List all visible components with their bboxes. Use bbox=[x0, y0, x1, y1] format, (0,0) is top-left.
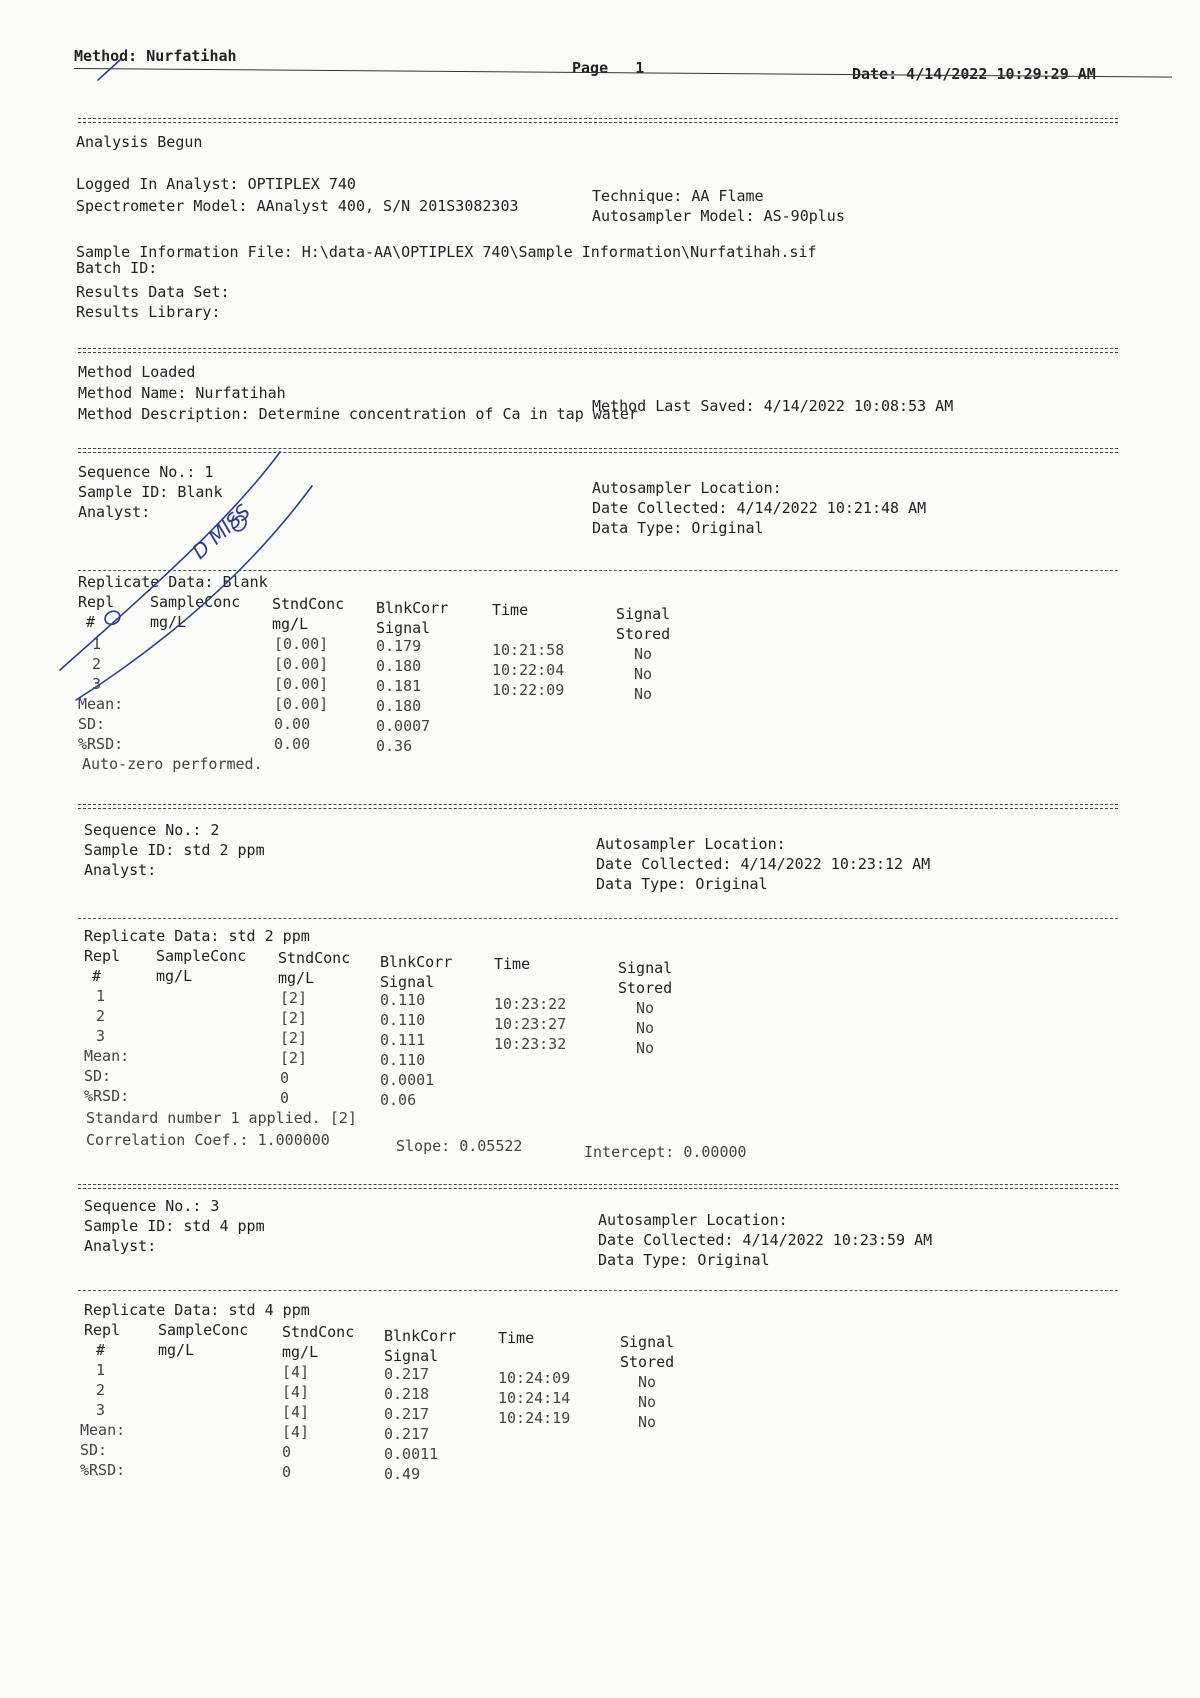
row-stored: No bbox=[638, 1373, 657, 1391]
row-time: 10:22:04 bbox=[492, 661, 565, 679]
row-signal: 0.181 bbox=[376, 677, 422, 695]
sample-info-file: Sample Information File: H:\data-AA\OPTIPLEX 740\Sample Information\Nurfatihah.sif bbox=[76, 243, 817, 261]
spectrometer-model: Spectrometer Model: AAnalyst 400, S/N 201S3082303 bbox=[76, 197, 519, 215]
header-method: Method: Nurfatihah bbox=[74, 47, 237, 65]
col-stndconc: StndConc bbox=[282, 1323, 355, 1341]
sample-id: Sample ID: std 4 ppm bbox=[84, 1217, 265, 1235]
row-stndconc: [2] bbox=[280, 1009, 308, 1027]
col-sampleconc-unit: mg/L bbox=[150, 613, 187, 631]
row-num: 3 bbox=[92, 675, 102, 693]
col-stndconc: StndConc bbox=[272, 595, 345, 613]
mean-label: Mean: bbox=[84, 1047, 130, 1065]
sd-stndconc: 0 bbox=[280, 1069, 290, 1087]
row-num: 3 bbox=[96, 1401, 106, 1419]
col-signal: Signal bbox=[618, 959, 673, 977]
batch-id: Batch ID: bbox=[76, 259, 158, 277]
row-time: 10:23:22 bbox=[494, 995, 567, 1013]
col-blnkcorr: BlnkCorr bbox=[380, 953, 453, 971]
logged-analyst: Logged In Analyst: OPTIPLEX 740 bbox=[76, 175, 356, 193]
data-type: Data Type: Original bbox=[592, 519, 764, 537]
handwritten-text: D MISS bbox=[187, 499, 256, 564]
row-time: 10:24:19 bbox=[498, 1409, 571, 1427]
row-signal: 0.218 bbox=[384, 1385, 430, 1403]
analyst: Analyst: bbox=[84, 1237, 157, 1255]
col-sampleconc: SampleConc bbox=[156, 947, 247, 965]
col-stndconc: StndConc bbox=[278, 949, 351, 967]
row-stndconc: [2] bbox=[280, 1029, 308, 1047]
sd-stndconc: 0.00 bbox=[274, 715, 311, 733]
replicate-title: Replicate Data: std 4 ppm bbox=[84, 1301, 310, 1319]
rsd-label: %RSD: bbox=[84, 1087, 130, 1105]
col-num: # bbox=[86, 613, 96, 631]
results-data-set: Results Data Set: bbox=[76, 283, 230, 301]
sd-signal: 0.0007 bbox=[376, 717, 431, 735]
row-stndconc: [4] bbox=[282, 1363, 310, 1381]
row-signal: 0.179 bbox=[376, 637, 422, 655]
col-stndconc-unit: mg/L bbox=[272, 615, 309, 633]
col-num: # bbox=[96, 1341, 106, 1359]
row-signal: 0.110 bbox=[380, 991, 426, 1009]
separator bbox=[78, 118, 1118, 119]
results-library: Results Library: bbox=[76, 303, 221, 321]
row-stored: No bbox=[638, 1393, 657, 1411]
row-signal: 0.110 bbox=[380, 1011, 426, 1029]
col-repl: Repl bbox=[84, 947, 121, 965]
col-sampleconc: SampleConc bbox=[150, 593, 241, 611]
note: Standard number 1 applied. [2] bbox=[86, 1109, 357, 1127]
row-num: 2 bbox=[96, 1007, 106, 1025]
col-blnkcorr-signal: Signal bbox=[380, 973, 435, 991]
pen-stroke bbox=[232, 516, 246, 531]
row-time: 10:21:58 bbox=[492, 641, 565, 659]
separator bbox=[78, 348, 1118, 349]
method-title: Method Loaded bbox=[78, 363, 196, 381]
sd-signal: 0.0001 bbox=[380, 1071, 435, 1089]
row-signal: 0.180 bbox=[376, 657, 422, 675]
date-collected: Date Collected: 4/14/2022 10:23:12 AM bbox=[596, 855, 931, 873]
row-stored: No bbox=[636, 1019, 655, 1037]
autosampler-location: Autosampler Location: bbox=[592, 479, 782, 497]
rsd-signal: 0.36 bbox=[376, 737, 413, 755]
sequence-no: Sequence No.: 1 bbox=[78, 463, 214, 481]
correlation-coef: Correlation Coef.: 1.000000 bbox=[86, 1131, 330, 1149]
row-num: 2 bbox=[96, 1381, 106, 1399]
col-stored: Stored bbox=[620, 1353, 675, 1371]
row-signal: 0.217 bbox=[384, 1365, 430, 1383]
col-num: # bbox=[92, 967, 102, 985]
data-type: Data Type: Original bbox=[596, 875, 768, 893]
col-time: Time bbox=[498, 1329, 535, 1347]
col-blnkcorr-signal: Signal bbox=[384, 1347, 439, 1365]
row-stored: No bbox=[636, 1039, 655, 1057]
sd-stndconc: 0 bbox=[282, 1443, 292, 1461]
technique: Technique: AA Flame bbox=[592, 187, 764, 205]
intercept: Intercept: 0.00000 bbox=[584, 1143, 747, 1161]
row-time: 10:24:14 bbox=[498, 1389, 571, 1407]
separator bbox=[78, 570, 1118, 571]
sample-id: Sample ID: Blank bbox=[78, 483, 223, 501]
col-blnkcorr-signal: Signal bbox=[376, 619, 431, 637]
sequence-no: Sequence No.: 2 bbox=[84, 821, 220, 839]
header-date: Date: 4/14/2022 10:29:29 AM bbox=[852, 65, 1096, 83]
col-time: Time bbox=[492, 601, 529, 619]
date-collected: Date Collected: 4/14/2022 10:21:48 AM bbox=[592, 499, 927, 517]
row-stored: No bbox=[634, 665, 653, 683]
sd-label: SD: bbox=[80, 1441, 108, 1459]
replicate-title: Replicate Data: Blank bbox=[78, 573, 268, 591]
mean-label: Mean: bbox=[80, 1421, 126, 1439]
row-num: 2 bbox=[92, 655, 102, 673]
rsd-stndconc: 0 bbox=[280, 1089, 290, 1107]
row-num: 3 bbox=[96, 1027, 106, 1045]
row-stndconc: [0.00] bbox=[274, 675, 329, 693]
col-time: Time bbox=[494, 955, 531, 973]
method-last-saved: Method Last Saved: 4/14/2022 10:08:53 AM bbox=[592, 397, 954, 415]
col-signal: Signal bbox=[620, 1333, 675, 1351]
analysis-title: Analysis Begun bbox=[76, 133, 203, 151]
col-stored: Stored bbox=[618, 979, 673, 997]
autosampler-location: Autosampler Location: bbox=[598, 1211, 788, 1229]
col-repl: Repl bbox=[84, 1321, 121, 1339]
row-stndconc: [4] bbox=[282, 1383, 310, 1401]
row-stndconc: [4] bbox=[282, 1403, 310, 1421]
sd-label: SD: bbox=[84, 1067, 112, 1085]
rsd-signal: 0.06 bbox=[380, 1091, 417, 1109]
row-stndconc: [0.00] bbox=[274, 655, 329, 673]
separator bbox=[78, 804, 1118, 805]
slope: Slope: 0.05522 bbox=[396, 1137, 523, 1155]
rsd-label: %RSD: bbox=[80, 1461, 126, 1479]
autosampler-model: Autosampler Model: AS-90plus bbox=[592, 207, 845, 225]
rsd-stndconc: 0 bbox=[282, 1463, 292, 1481]
separator bbox=[78, 1290, 1118, 1291]
sample-id: Sample ID: std 2 ppm bbox=[84, 841, 265, 859]
mean-stndconc: [0.00] bbox=[274, 695, 329, 713]
header-page: Page 1 bbox=[572, 59, 645, 77]
method-name: Method Name: Nurfatihah bbox=[78, 384, 286, 402]
mean-stndconc: [4] bbox=[282, 1423, 310, 1441]
row-time: 10:24:09 bbox=[498, 1369, 571, 1387]
mean-signal: 0.217 bbox=[384, 1425, 430, 1443]
col-sampleconc-unit: mg/L bbox=[158, 1341, 195, 1359]
mean-stndconc: [2] bbox=[280, 1049, 308, 1067]
row-num: 1 bbox=[96, 1361, 106, 1379]
row-num: 1 bbox=[96, 987, 106, 1005]
col-stored: Stored bbox=[616, 625, 671, 643]
rsd-label: %RSD: bbox=[78, 735, 124, 753]
col-blnkcorr: BlnkCorr bbox=[376, 599, 449, 617]
separator bbox=[78, 448, 1118, 449]
sd-signal: 0.0011 bbox=[384, 1445, 439, 1463]
replicate-title: Replicate Data: std 2 ppm bbox=[84, 927, 310, 945]
row-stndconc: [2] bbox=[280, 989, 308, 1007]
col-stndconc-unit: mg/L bbox=[282, 1343, 319, 1361]
mean-label: Mean: bbox=[78, 695, 124, 713]
row-signal: 0.111 bbox=[380, 1031, 426, 1049]
sd-label: SD: bbox=[78, 715, 106, 733]
row-signal: 0.217 bbox=[384, 1405, 430, 1423]
row-stored: No bbox=[638, 1413, 657, 1431]
col-sampleconc-unit: mg/L bbox=[156, 967, 193, 985]
row-stored: No bbox=[636, 999, 655, 1017]
note: Auto-zero performed. bbox=[82, 755, 263, 773]
col-stndconc-unit: mg/L bbox=[278, 969, 315, 987]
row-time: 10:23:27 bbox=[494, 1015, 567, 1033]
analyst: Analyst: bbox=[78, 503, 151, 521]
sequence-no: Sequence No.: 3 bbox=[84, 1197, 220, 1215]
pen-stroke bbox=[105, 611, 120, 624]
data-type: Data Type: Original bbox=[598, 1251, 770, 1269]
row-stored: No bbox=[634, 645, 653, 663]
row-stndconc: [0.00] bbox=[274, 635, 329, 653]
mean-signal: 0.180 bbox=[376, 697, 422, 715]
separator bbox=[78, 918, 1118, 919]
row-num: 1 bbox=[92, 635, 102, 653]
separator bbox=[78, 1184, 1118, 1185]
autosampler-location: Autosampler Location: bbox=[596, 835, 786, 853]
mean-signal: 0.110 bbox=[380, 1051, 426, 1069]
rsd-stndconc: 0.00 bbox=[274, 735, 311, 753]
col-blnkcorr: BlnkCorr bbox=[384, 1327, 457, 1345]
rsd-signal: 0.49 bbox=[384, 1465, 421, 1483]
col-signal: Signal bbox=[616, 605, 671, 623]
analyst: Analyst: bbox=[84, 861, 157, 879]
col-sampleconc: SampleConc bbox=[158, 1321, 249, 1339]
row-time: 10:22:09 bbox=[492, 681, 565, 699]
date-collected: Date Collected: 4/14/2022 10:23:59 AM bbox=[598, 1231, 933, 1249]
row-time: 10:23:32 bbox=[494, 1035, 567, 1053]
row-stored: No bbox=[634, 685, 653, 703]
method-description: Method Description: Determine concentration of Ca in tap water bbox=[78, 405, 638, 423]
col-repl: Repl bbox=[78, 593, 115, 611]
